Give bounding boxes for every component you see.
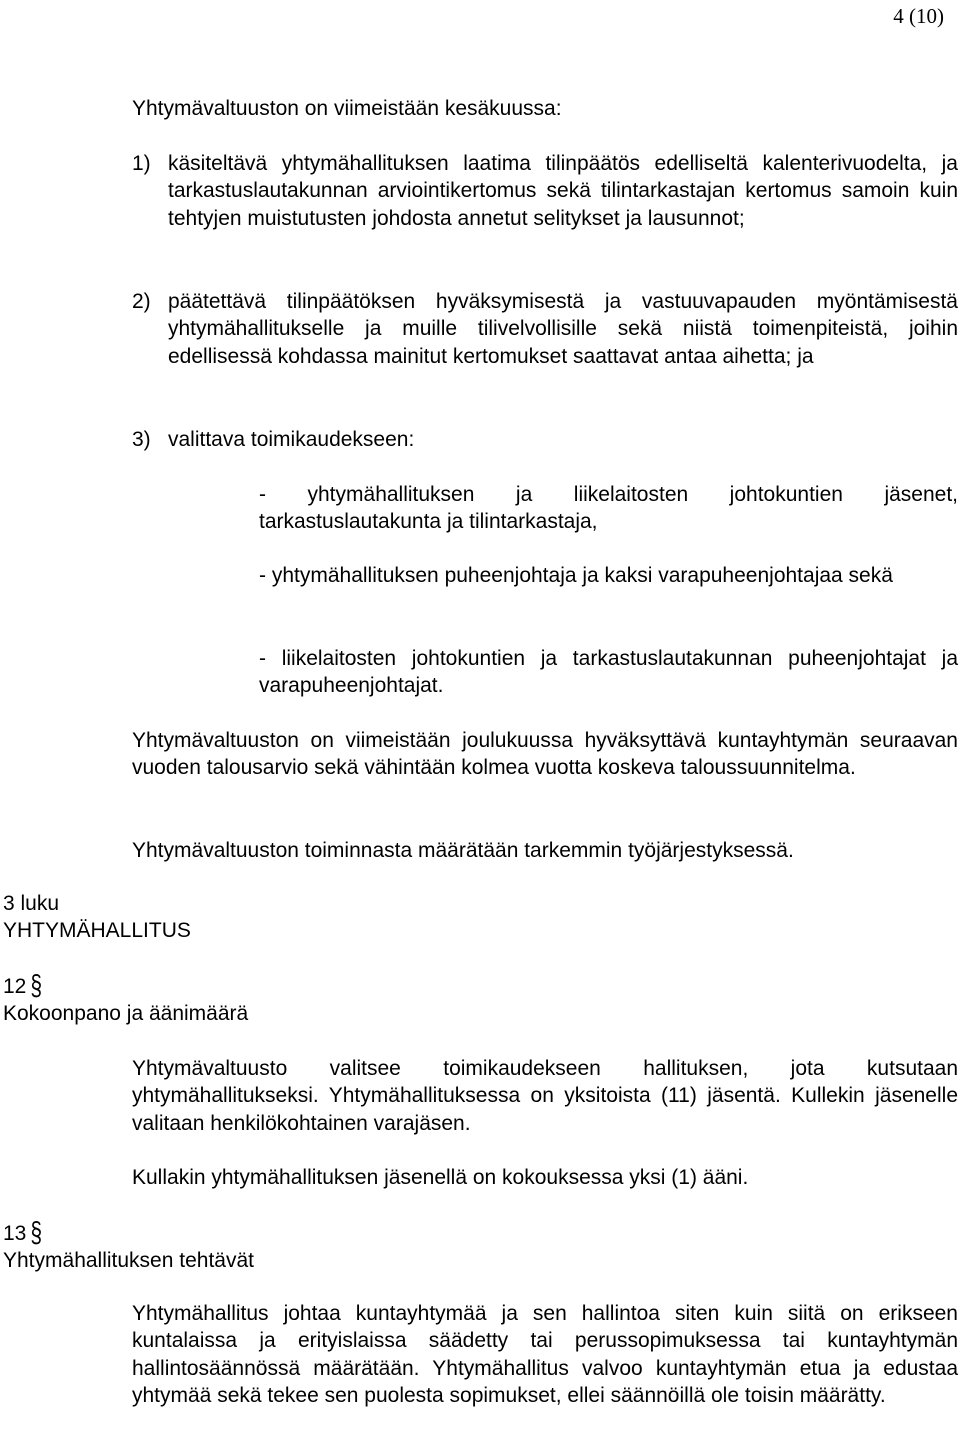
duty-item-number: 1): [132, 152, 151, 175]
chapter-heading: [3, 890, 191, 945]
section-13-title: Yhtymähallituksen tehtävät: [3, 1249, 254, 1273]
duty-item-3: [132, 426, 958, 453]
council-duties-intro: Yhtymävaltuuston on viimeistään kesäkuussa:: [132, 97, 562, 120]
chapter-title: YHTYMÄHALLITUS: [3, 919, 191, 943]
duty-item-number: 2): [132, 290, 151, 313]
section-13-number: 13: [3, 1222, 27, 1245]
section-sign: §: [30, 970, 43, 1002]
duty-item-text: käsiteltävä yhtymähallituksen laatima tilinpäätös edelliseltä kalenterivuodelta, ja tarkastuslautakunnan arviointikertomus sekä tilintarkastajan kertomus samoin kuin tehtyjen muistutusten johdosta annetut selitykset ja lausunnot;: [168, 152, 958, 230]
duty-item-2: [132, 288, 958, 370]
section-13-heading: [3, 1217, 254, 1275]
section-12-title: Kokoonpano ja äänimäärä: [3, 1002, 249, 1026]
duty-item-text: valittava toimikaudekseen:: [168, 428, 415, 451]
page-number: 4 (10): [893, 4, 944, 28]
section-12-number: 12: [3, 975, 27, 998]
election-subitem-2: - yhtymähallituksen puheenjohtaja ja kaksi varapuheenjohtajaa sekä: [259, 564, 893, 587]
section-sign: §: [30, 1217, 43, 1249]
duty-item-number: 3): [132, 428, 151, 451]
chapter-number: 3 luku: [3, 892, 60, 915]
duty-item-text: päätettävä tilinpäätöksen hyväksymisestä ja vastuuvapauden myöntämisestä yhtymähallitukselle ja muille tilivelvollisille sekä niistä toimenpiteistä, joihin edellisessä kohdassa mainitut kertomukset saattavat antaa aihetta; ja: [168, 290, 958, 368]
election-subitem-3: - liikelaitosten johtokuntien ja tarkastuslautakunnan puheenjohtajat ja varapuheenjohtajat.: [259, 647, 958, 698]
section-13-paragraph-1: Yhtymähallitus johtaa kuntayhtymää ja sen hallintoa siten kuin siitä on erikseen kuntalaissa ja erityislaissa säädetty tai perussopimuksessa tai kuntayhtymän hallintosäännössä määrätään. Yhtymähallitus valvoo kuntayhtymän etua ja edustaa yhtymää sekä tekee sen puolesta sopimukset, ellei säännöillä ole toisin määrätty.: [132, 1302, 958, 1408]
section-12-paragraph-2: Kullakin yhtymähallituksen jäsenellä on kokouksessa yksi (1) ääni.: [132, 1166, 749, 1189]
section-12-paragraph-1: Yhtymävaltuusto valitsee toimikaudekseen hallituksen, jota kutsutaan yhtymähallitukseksi. Yhtymähallituksessa on yksitoista (11) jäsentä. Kullekin jäsenelle valitaan henkilökohtainen varajäsen.: [132, 1057, 958, 1135]
duty-item-1: [132, 150, 958, 232]
budget-paragraph: Yhtymävaltuuston on viimeistään joulukuussa hyväksyttävä kuntayhtymän seuraavan vuoden talousarvio sekä vähintään kolmea vuotta koskeva taloussuunnitelma.: [132, 729, 958, 780]
election-subitem-1: - yhtymähallituksen ja liikelaitosten johtokuntien jäsenet, tarkastuslautakunta ja tilintarkastaja,: [259, 483, 958, 534]
section-12-heading: [3, 970, 249, 1028]
rules-paragraph: Yhtymävaltuuston toiminnasta määrätään tarkemmin työjärjestyksessä.: [132, 839, 794, 862]
